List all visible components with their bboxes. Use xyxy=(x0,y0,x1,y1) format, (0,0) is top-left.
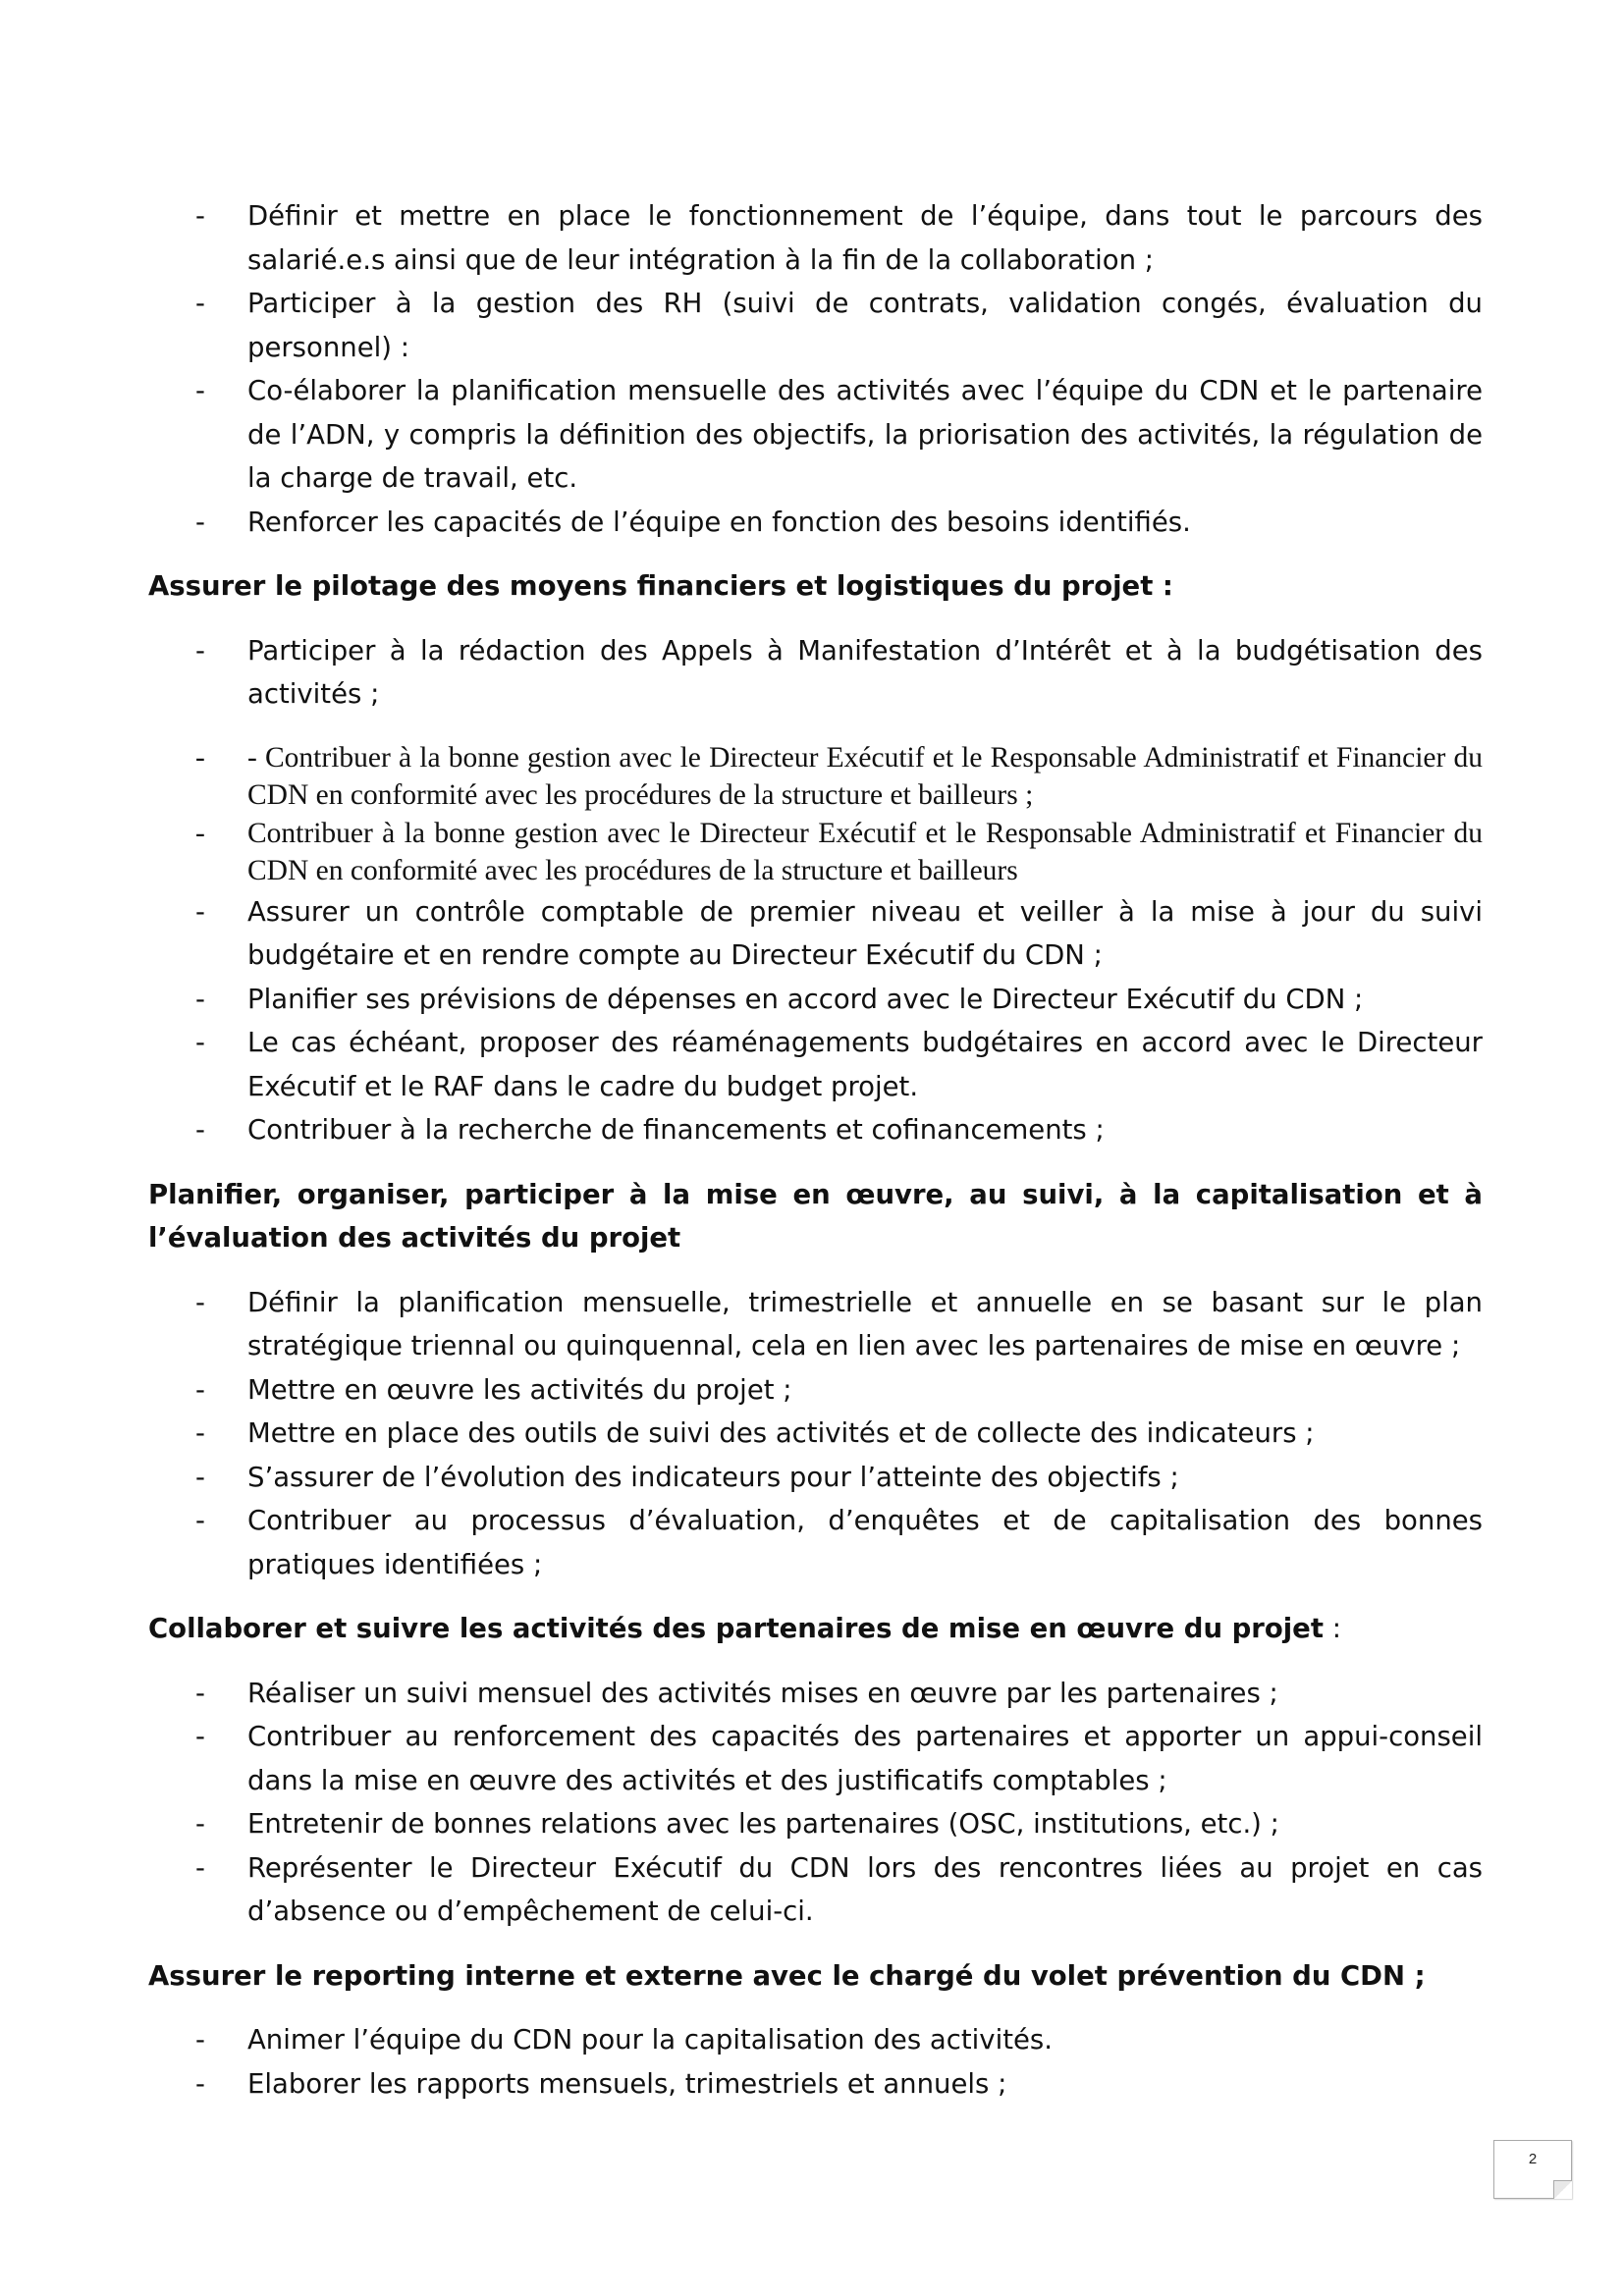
list-item: - Définir la planification mensuelle, trimestrielle et annuelle en se basant sur le plan stratégique triennal ou quinquennal, cela en lien avec les partenaires de mise en œuvre ; xyxy=(195,1286,1483,1362)
section-heading-planning: Planifier, organiser, participer à la mise en œuvre, au suivi, à la capitalisation et à l’évaluation des activités du projet xyxy=(148,1178,1483,1254)
list-item-text: Animer l’équipe du CDN pour la capitalisation des activités. xyxy=(247,2024,1053,2056)
list-item-text: Le cas échéant, proposer des réaménagements budgétaires en accord avec le Directeur Exécutif et le RAF dans le cadre du budget projet. xyxy=(247,1027,1483,1102)
list-item: - Elaborer les rapports mensuels, trimestriels et annuels ; xyxy=(195,2067,1007,2100)
list-item: - Animer l’équipe du CDN pour la capitalisation des activités. xyxy=(195,2024,1053,2056)
list-item-text: Contribuer au processus d’évaluation, d’enquêtes et de capitalisation des bonnes pratiques identifiées ; xyxy=(247,1505,1483,1580)
list-item-text: Contribuer au renforcement des capacités des partenaires et apporter un appui-conseil dans la mise en œuvre des activités et des justificatifs comptables ; xyxy=(247,1721,1483,1796)
reporting-list xyxy=(148,2018,1483,2106)
list-item-text: Mettre en place des outils de suivi des activités et de collecte des indicateurs ; xyxy=(247,1417,1315,1449)
list-item: - Contribuer au renforcement des capacités des partenaires et apporter un appui-conseil dans la mise en œuvre des activités et des justificatifs comptables ; xyxy=(195,1721,1483,1796)
list-item-text: - Contribuer à la bonne gestion avec le Directeur Exécutif et le Responsable Administratif et Financier du CDN en conformité avec les procédures de la structure et bailleurs ; xyxy=(247,741,1483,811)
team-management-list xyxy=(148,194,1483,544)
section-heading-suffix: : xyxy=(1323,1613,1341,1644)
list-item-text: Représenter le Directeur Exécutif du CDN lors des rencontres liées au projet en cas d’absence ou d’empêchement de celui-ci. xyxy=(247,1851,1483,1927)
list-item: - Entretenir de bonnes relations avec les partenaires (OSC, institutions, etc.) ; xyxy=(195,1808,1279,1840)
list-item: - Réaliser un suivi mensuel des activités mises en œuvre par les partenaires ; xyxy=(195,1677,1278,1709)
financial-list xyxy=(148,629,1483,717)
list-item-text: Elaborer les rapports mensuels, trimestriels et annuels ; xyxy=(247,2067,1007,2100)
list-item: - Participer à la rédaction des Appels à Manifestation d’Intérêt et à la budgétisation des activités ; xyxy=(195,634,1483,710)
list-item: - S’assurer de l’évolution des indicateurs pour l’atteinte des objectifs ; xyxy=(195,1461,1179,1493)
page-number: 2 xyxy=(1528,2151,1538,2167)
section-heading-text: Collaborer et suivre les activités des partenaires de mise en œuvre du projet xyxy=(148,1613,1324,1644)
planning-list xyxy=(148,1281,1483,1587)
list-item-text: Planifier ses prévisions de dépenses en accord avec le Directeur Exécutif du CDN ; xyxy=(247,983,1364,1015)
list-item: - Participer à la gestion des RH (suivi de contrats, validation congés, évaluation du personnel) : xyxy=(195,288,1483,363)
list-item-text: Définir et mettre en place le fonctionnement de l’équipe, dans tout le parcours des salarié.e.s ainsi que de leur intégration à la fin de la collaboration ; xyxy=(247,200,1483,276)
list-item: - Co-élaborer la planification mensuelle des activités avec l’équipe du CDN et le partenaire de l’ADN, y compris la définition des objectifs, la priorisation des activités, la régulation de la charge de travail, etc. xyxy=(195,375,1483,494)
list-item-text: Contribuer à la bonne gestion avec le Directeur Exécutif et le Responsable Administratif et Financier du CDN en conformité avec les procédures de la structure et bailleurs xyxy=(247,817,1483,886)
list-item: - Planifier ses prévisions de dépenses en accord avec le Directeur Exécutif du CDN ; xyxy=(195,983,1364,1015)
list-item: - Renforcer les capacités de l’équipe en fonction des besoins identifiés. xyxy=(195,506,1191,538)
list-item: - Définir et mettre en place le fonctionnement de l’équipe, dans tout le parcours des salarié.e.s ainsi que de leur intégration à la fin de la collaboration ; xyxy=(195,200,1483,276)
section-heading-partners xyxy=(148,1607,1483,1651)
financial-list-continued xyxy=(148,890,1483,1152)
list-item: - - Contribuer à la bonne gestion avec le Directeur Exécutif et le Responsable Administratif et Financier du CDN en conformité avec les procédures de la structure et bailleurs ; xyxy=(195,741,1483,811)
list-item: - Assurer un contrôle comptable de premier niveau et veiller à la mise à jour du suivi budgétaire et en rendre compte au Directeur Exécutif du CDN ; xyxy=(195,895,1483,971)
list-item-text: Définir la planification mensuelle, trimestrielle et annuelle en se basant sur le plan stratégique triennal ou quinquennal, cela en lien avec les partenaires de mise en œuvre ; xyxy=(247,1286,1483,1362)
list-item-text: Mettre en œuvre les activités du projet ; xyxy=(247,1373,792,1406)
partners-list xyxy=(148,1672,1483,1934)
financial-serif-list xyxy=(148,739,1483,890)
list-item-text: Réaliser un suivi mensuel des activités mises en œuvre par les partenaires ; xyxy=(247,1677,1278,1709)
list-item: - Contribuer à la recherche de financements et cofinancements ; xyxy=(195,1114,1105,1146)
list-item: - Contribuer au processus d’évaluation, d’enquêtes et de capitalisation des bonnes pratiques identifiées ; xyxy=(195,1505,1483,1580)
list-item-text: Assurer un contrôle comptable de premier niveau et veiller à la mise à jour du suivi budgétaire et en rendre compte au Directeur Exécutif du CDN ; xyxy=(247,895,1483,971)
section-heading-financial: Assurer le pilotage des moyens financiers et logistiques du projet : xyxy=(148,570,1173,602)
list-item-text: Entretenir de bonnes relations avec les partenaires (OSC, institutions, etc.) ; xyxy=(247,1808,1279,1840)
list-item: - Mettre en œuvre les activités du projet ; xyxy=(195,1373,792,1406)
list-item-text: Participer à la rédaction des Appels à Manifestation d’Intérêt et à la budgétisation des activités ; xyxy=(247,634,1483,710)
list-item: - Le cas échéant, proposer des réaménagements budgétaires en accord avec le Directeur Exécutif et le RAF dans le cadre du budget projet. xyxy=(195,1027,1483,1102)
section-heading-reporting: Assurer le reporting interne et externe avec le chargé du volet prévention du CDN ; xyxy=(148,1959,1426,1992)
page-fold-corner xyxy=(1553,2180,1572,2199)
page-number-box xyxy=(1493,2140,1572,2199)
document-body xyxy=(148,194,1483,2106)
list-item-text: Contribuer à la recherche de financements et cofinancements ; xyxy=(247,1114,1105,1146)
list-item: - Mettre en place des outils de suivi des activités et de collecte des indicateurs ; xyxy=(195,1417,1315,1449)
list-item-text: S’assurer de l’évolution des indicateurs pour l’atteinte des objectifs ; xyxy=(247,1461,1179,1493)
list-item-text: Co-élaborer la planification mensuelle des activités avec l’équipe du CDN et le partenaire de l’ADN, y compris la définition des objectifs, la priorisation des activités, la régulation de la charge de travail, etc. xyxy=(247,375,1483,494)
list-item: - Contribuer à la bonne gestion avec le Directeur Exécutif et le Responsable Administratif et Financier du CDN en conformité avec les procédures de la structure et bailleurs xyxy=(195,817,1483,886)
list-item: - Représenter le Directeur Exécutif du CDN lors des rencontres liées au projet en cas d’absence ou d’empêchement de celui-ci. xyxy=(195,1851,1483,1927)
list-item-text: Renforcer les capacités de l’équipe en fonction des besoins identifiés. xyxy=(247,506,1191,538)
list-item-text: Participer à la gestion des RH (suivi de contrats, validation congés, évaluation du personnel) : xyxy=(247,288,1483,363)
